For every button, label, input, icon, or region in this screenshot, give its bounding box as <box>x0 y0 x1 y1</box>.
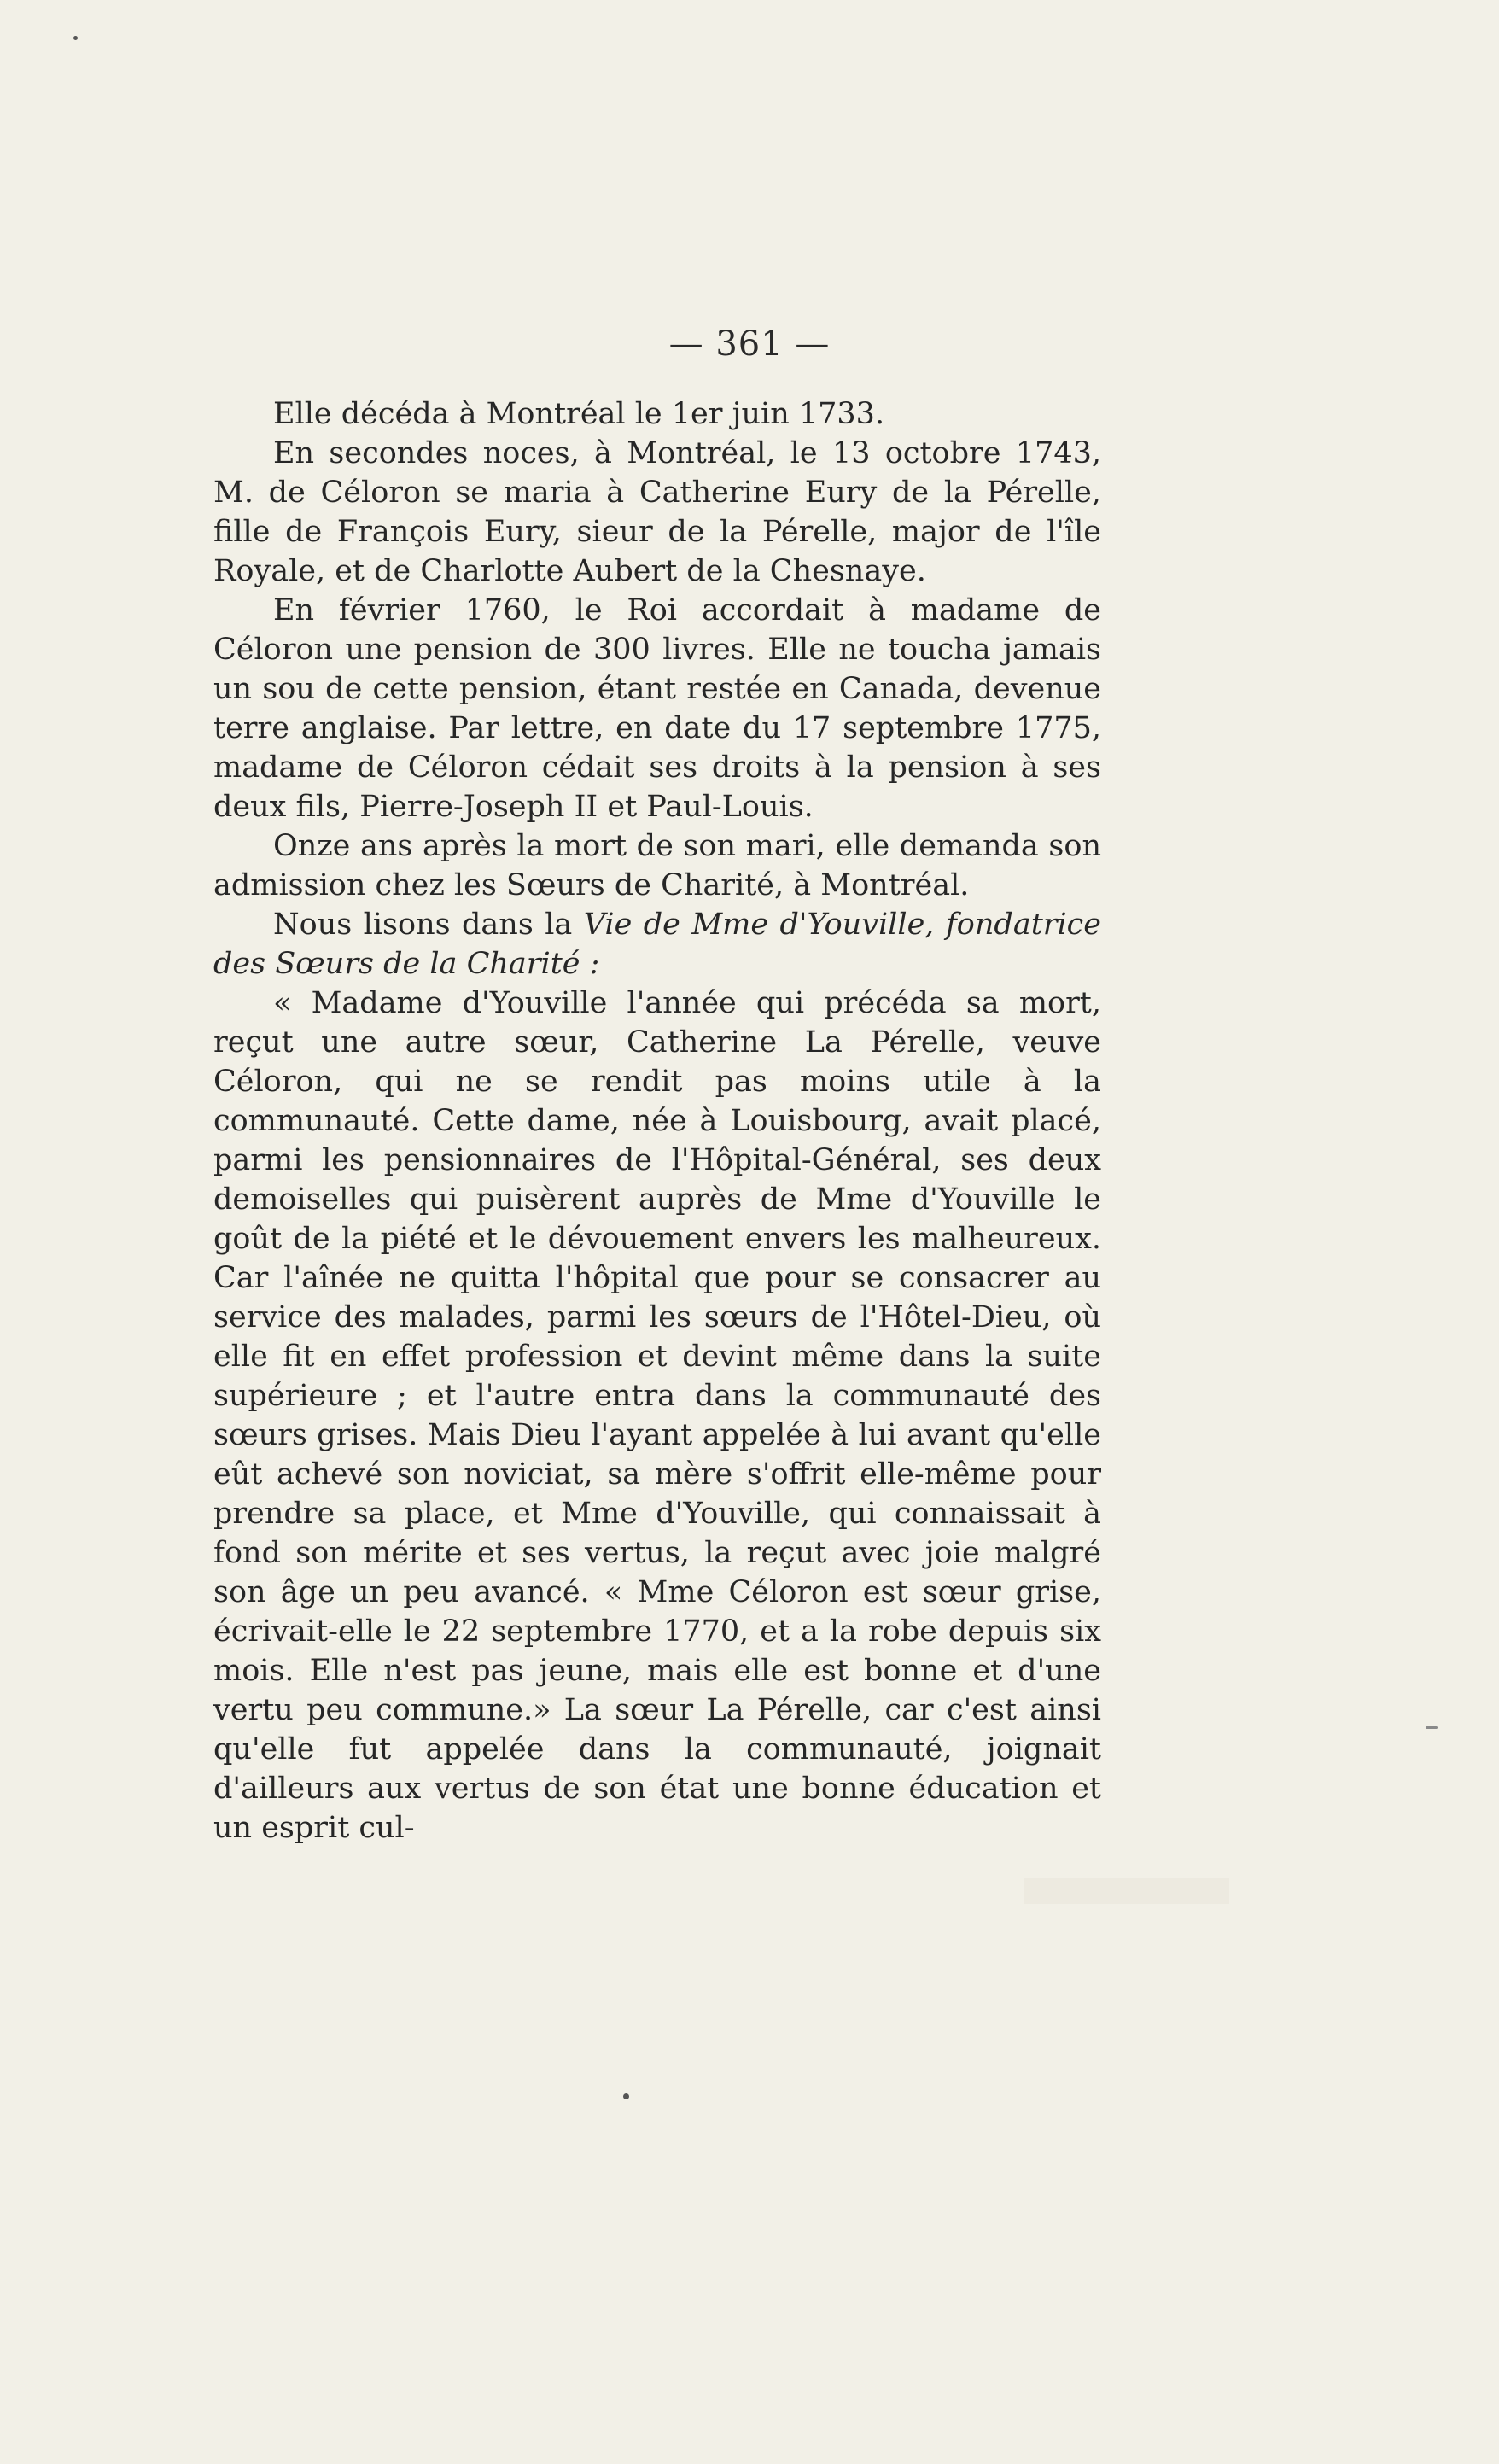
book-title-italic: Vie de Mme d'Youville, fondatrice des Sœurs de la Charité : <box>213 908 1101 981</box>
body-text <box>213 394 1101 1848</box>
dust-speck <box>623 2093 629 2099</box>
paragraph-4: Onze ans après la mort de son mari, elle demanda son admission chez les Sœurs de Charité, à Montréal. <box>213 829 1101 902</box>
page-number: — 361 — <box>668 324 831 364</box>
paragraph-5 <box>213 905 1101 984</box>
paragraph-2: En secondes noces, à Montréal, le 13 octobre 1743, M. de Céloron se maria à Catherine Eury de la Pérelle, fille de François Eury, sieur de la Pérelle, major de l'île Royale, et de Charlotte Aubert de la Chesnaye. <box>213 436 1101 588</box>
dust-speck <box>1426 1726 1438 1729</box>
bleed-through-shadow <box>1024 1878 1229 1904</box>
quotation-paragraph: « Madame d'Youville l'année qui précéda sa mort, reçut une autre sœur, Catherine La Pérelle, veuve Céloron, qui ne se rendit pas moins utile à la communauté. Cette dame, née à Louisbourg, avait placé, parmi les pensionnaires de l'Hôpital-Général, ses deux demoiselles qui puisèrent auprès de Mme d'Youville le goût de la piété et le dévouement envers les malheureux. Car l'aînée ne quitta l'hôpital que pour se consacrer au service des malades, parmi les sœurs de l'Hôtel-Dieu, où elle fit en effet profession et devint même dans la suite supérieure ; et l'autre entra dans la communauté des sœurs grises. Mais Dieu l'ayant appelée à lui avant qu'elle eût achevé son noviciat, sa mère s'offrit elle-même pour prendre sa place, et Mme d'Youville, qui connaissait à fond son mérite et ses vertus, la reçut avec joie malgré son âge un peu avancé. « Mme Céloron est sœur grise, écrivait-elle le 22 septembre 1770, et a la robe depuis six mois. Elle n'est pas jeune, mais elle est bonne et d'une vertu peu commune.» La sœur La Pérelle, car c'est ainsi qu'elle fut appelée dans la communauté, joignait d'ailleurs aux vertus de son état une bonne éducation et un esprit cul- <box>213 986 1101 1845</box>
paragraph-1: Elle décéda à Montréal le 1er juin 1733. <box>273 397 885 431</box>
paragraph-5-lead: Nous lisons dans la <box>273 908 584 942</box>
paragraph-3: En février 1760, le Roi accordait à madame de Céloron une pension de 300 livres. Elle ne toucha jamais un sou de cette pension, étant restée en Canada, devenue terre anglaise. Par lettre, en date du 17 septembre 1775, madame de Céloron cédait ses droits à la pension à ses deux fils, Pierre-Joseph II et Paul-Louis. <box>213 593 1101 824</box>
dust-speck <box>73 36 78 40</box>
